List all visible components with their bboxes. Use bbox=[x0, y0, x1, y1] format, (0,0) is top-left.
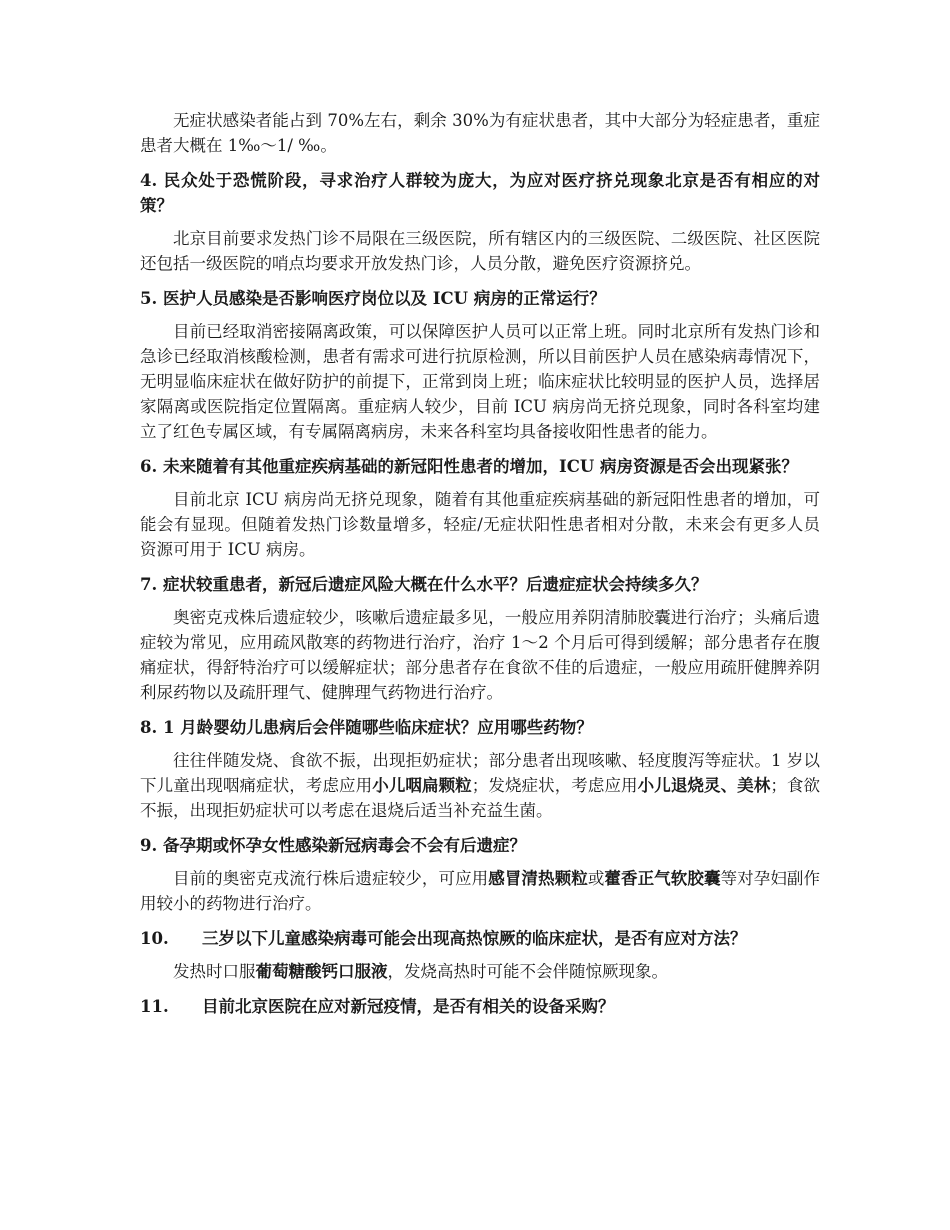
question-number: 8. bbox=[140, 718, 163, 737]
question-heading bbox=[140, 833, 820, 858]
question-number: 6. bbox=[140, 457, 163, 476]
answer-paragraph bbox=[140, 108, 820, 158]
drug-name-bold: 小儿咽扁颗粒 bbox=[372, 776, 472, 795]
paragraph-text: ，发烧高热时可能不会伴随惊厥现象。 bbox=[387, 962, 668, 981]
document-page bbox=[140, 108, 820, 1027]
paragraph-text: 无症状感染者能占到 70%左右，剩余 30%为有症状患者，其中大部分为轻症患者，重症患者大概在 1‰～1/ ‰。 bbox=[140, 111, 820, 155]
paragraph-text: 等对孕妇副作用较小的药物进行治疗。 bbox=[140, 869, 821, 913]
paragraph-text: ；发烧症状，考虑应用 bbox=[471, 776, 638, 795]
paragraph-text: 北京目前要求发热门诊不局限在三级医院，所有辖区内的三级医院、二级医院、社区医院还包括一级医院的哨点均要求开放发热门诊，人员分散，避免医疗资源挤兑。 bbox=[140, 229, 820, 273]
question-heading bbox=[140, 454, 820, 479]
answer-paragraph bbox=[140, 866, 820, 916]
question-heading bbox=[140, 715, 820, 740]
answer-paragraph bbox=[140, 748, 820, 823]
question-text: 目前北京医院在应对新冠疫情，是否有相关的设备采购？ bbox=[202, 997, 615, 1016]
question-heading bbox=[140, 286, 820, 311]
drug-name-bold: 感冒清热颗粒 bbox=[488, 869, 588, 888]
paragraph-text: 目前的奥密克戎流行株后遗症较少，可应用 bbox=[173, 869, 489, 888]
question-number: 7. bbox=[140, 575, 163, 594]
paragraph-text: 目前已经取消密接隔离政策，可以保障医护人员可以正常上班。同时北京所有发热门诊和急诊已经取消核酸检测，患者有需求可进行抗原检测，所以目前医护人员在感染病毒情况下，无明显临床症状在做好防护的前提下，正常到岗上班；临床症状比较明显的医护人员，选择居家隔离或医院指定位置隔离。重症病人较少，目前 ICU 病房尚无挤兑现象，同时各科室均建立了红色专属区域，有专属隔离病房，未来各科室均具备接收阳性患者的能力。 bbox=[140, 322, 820, 441]
answer-paragraph bbox=[140, 487, 820, 562]
question-heading bbox=[140, 168, 820, 218]
paragraph-text: 发热时口服 bbox=[173, 962, 256, 981]
drug-name-bold: 葡萄糖酸钙口服液 bbox=[255, 962, 388, 981]
question-heading bbox=[140, 926, 820, 951]
answer-paragraph bbox=[140, 226, 820, 276]
answer-paragraph bbox=[140, 605, 820, 705]
answer-paragraph bbox=[140, 319, 820, 444]
paragraph-text: 奥密克戎株后遗症较少，咳嗽后遗症最多见，一般应用养阴清肺胶囊进行治疗；头痛后遗症较为常见，应用疏风散寒的药物进行治疗，治疗 1～2 个月后可得到缓解；部分患者存在腹痛症状，得舒特治疗可以缓解症状；部分患者存在食欲不佳的后遗症，一般应用疏肝健脾养阴利尿药物以及疏肝理气、健脾理气药物进行治疗。 bbox=[140, 608, 820, 702]
question-text: 医护人员感染是否影响医疗岗位以及 ICU 病房的正常运行？ bbox=[162, 289, 606, 308]
drug-name-bold: 藿香正气软胶囊 bbox=[604, 869, 721, 888]
question-text: 备孕期或怀孕女性感染新冠病毒会不会有后遗症？ bbox=[162, 836, 526, 855]
question-text: 三岁以下儿童感染病毒可能会出现高热惊厥的临床症状，是否有应对方法？ bbox=[202, 929, 747, 948]
question-text: 民众处于恐慌阶段，寻求治疗人群较为庞大，为应对医疗挤兑现象北京是否有相应的对策？ bbox=[140, 171, 820, 215]
question-heading bbox=[140, 994, 820, 1019]
question-number: 11. bbox=[140, 997, 169, 1016]
question-number: 9. bbox=[140, 836, 163, 855]
paragraph-text: 往往伴随发烧、食欲不振，出现拒奶症状；部分患者出现咳嗽、轻度腹泻等症状。1 岁以下儿童出现咽痛症状，考虑应用 bbox=[140, 751, 820, 795]
answer-paragraph bbox=[140, 959, 820, 984]
paragraph-text: 或 bbox=[587, 869, 605, 888]
question-number: 10. bbox=[140, 929, 169, 948]
paragraph-text: ；食欲不振，出现拒奶症状可以考虑在退烧后适当补充益生菌。 bbox=[140, 776, 821, 820]
question-text: 症状较重患者，新冠后遗症风险大概在什么水平？后遗症症状会持续多久？ bbox=[162, 575, 708, 594]
question-text: 1 月龄婴幼儿患病后会伴随哪些临床症状？应用哪些药物？ bbox=[162, 718, 593, 737]
question-number: 4. bbox=[140, 171, 163, 190]
question-number: 5. bbox=[140, 289, 163, 308]
question-text: 未来随着有其他重症疾病基础的新冠阳性患者的增加，ICU 病房资源是否会出现紧张？ bbox=[162, 457, 798, 476]
drug-name-bold: 小儿退烧灵、美林 bbox=[637, 776, 771, 795]
paragraph-text: 目前北京 ICU 病房尚无挤兑现象，随着有其他重症疾病基础的新冠阳性患者的增加，可能会有显现。但随着发热门诊数量增多，轻症/无症状阳性患者相对分散，未来会有更多人员资源可用于 ICU 病房。 bbox=[140, 490, 820, 559]
question-heading bbox=[140, 572, 820, 597]
